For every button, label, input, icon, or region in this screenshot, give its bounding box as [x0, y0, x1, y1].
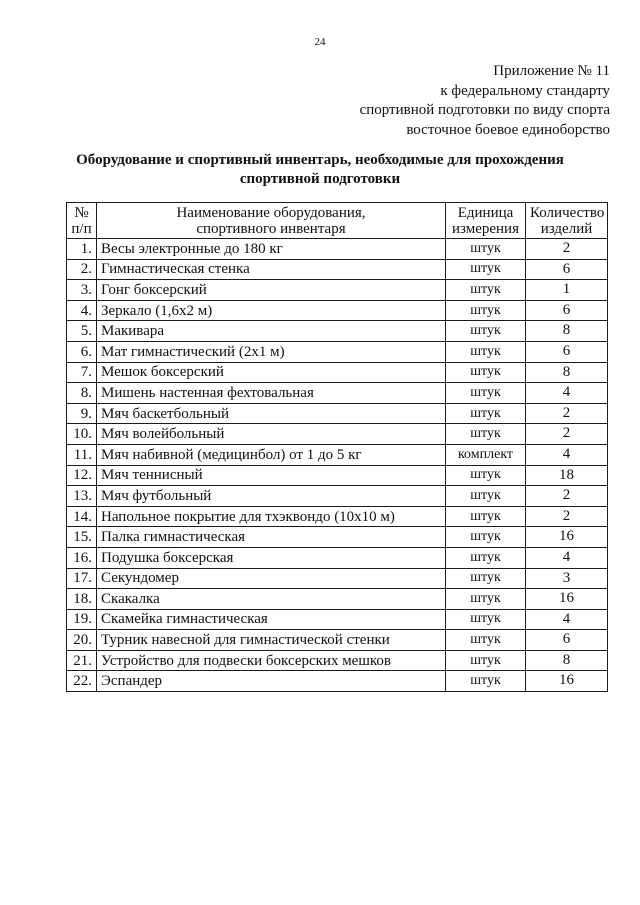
appendix-line-4: восточное боевое единоборство: [406, 121, 610, 138]
quantity: 2: [526, 403, 608, 424]
quantity: 8: [526, 650, 608, 671]
row-number: 4.: [67, 300, 97, 321]
header-name: [97, 203, 446, 239]
equipment-name: Гонг боксерский: [97, 280, 446, 301]
table-row: [67, 239, 608, 260]
unit-of-measure: штук: [446, 362, 526, 383]
equipment-name: Мяч теннисный: [97, 465, 446, 486]
row-number: 13.: [67, 486, 97, 507]
quantity: 6: [526, 300, 608, 321]
equipment-name: Мишень настенная фехтовальная: [97, 383, 446, 404]
header-unit: [446, 203, 526, 239]
unit-of-measure: штук: [446, 506, 526, 527]
equipment-name: Мат гимнастический (2x1 м): [97, 341, 446, 362]
unit-of-measure: штук: [446, 300, 526, 321]
quantity: 16: [526, 589, 608, 610]
equipment-name: Устройство для подвески боксерских мешков: [97, 650, 446, 671]
quantity: 4: [526, 609, 608, 630]
equipment-name: Весы электронные до 180 кг: [97, 239, 446, 260]
page-number: 24: [314, 36, 326, 48]
row-number: 21.: [67, 650, 97, 671]
row-number: 22.: [67, 671, 97, 692]
table-body: [67, 239, 608, 692]
row-number: 2.: [67, 259, 97, 280]
appendix-line-2: к федеральному стандарту: [440, 82, 610, 99]
row-number: 8.: [67, 383, 97, 404]
row-number: 5.: [67, 321, 97, 342]
quantity: 6: [526, 259, 608, 280]
row-number: 7.: [67, 362, 97, 383]
table-row: [67, 589, 608, 610]
header-unit-line-1: Единица: [457, 204, 514, 221]
quantity: 8: [526, 362, 608, 383]
quantity: 3: [526, 568, 608, 589]
quantity: 16: [526, 671, 608, 692]
unit-of-measure: штук: [446, 280, 526, 301]
unit-of-measure: штук: [446, 383, 526, 404]
equipment-name: Зеркало (1,6x2 м): [97, 300, 446, 321]
unit-of-measure: штук: [446, 609, 526, 630]
table-row: [67, 341, 608, 362]
table-row: [67, 568, 608, 589]
header-qty: [526, 203, 608, 239]
quantity: 8: [526, 321, 608, 342]
equipment-name: Мешок боксерский: [97, 362, 446, 383]
table-row: [67, 547, 608, 568]
unit-of-measure: штук: [446, 527, 526, 548]
unit-of-measure: штук: [446, 424, 526, 445]
appendix-header: [360, 62, 610, 140]
table-row: [67, 527, 608, 548]
table-row: [67, 403, 608, 424]
equipment-name: Мяч баскетбольный: [97, 403, 446, 424]
unit-of-measure: штук: [446, 671, 526, 692]
quantity: 2: [526, 239, 608, 260]
quantity: 4: [526, 547, 608, 568]
equipment-name: Мяч набивной (медицинбол) от 1 до 5 кг: [97, 444, 446, 465]
unit-of-measure: штук: [446, 486, 526, 507]
row-number: 16.: [67, 547, 97, 568]
table-row: [67, 280, 608, 301]
unit-of-measure: штук: [446, 403, 526, 424]
quantity: 6: [526, 341, 608, 362]
unit-of-measure: штук: [446, 341, 526, 362]
unit-of-measure: штук: [446, 259, 526, 280]
row-number: 6.: [67, 341, 97, 362]
unit-of-measure: штук: [446, 547, 526, 568]
table-row: [67, 486, 608, 507]
table-row: [67, 362, 608, 383]
document-title: [0, 151, 640, 189]
quantity: 2: [526, 506, 608, 527]
unit-of-measure: штук: [446, 321, 526, 342]
row-number: 18.: [67, 589, 97, 610]
equipment-name: Подушка боксерская: [97, 547, 446, 568]
row-number: 3.: [67, 280, 97, 301]
unit-of-measure: комплект: [446, 444, 526, 465]
equipment-name: Скамейка гимнастическая: [97, 609, 446, 630]
table-header-row: [67, 203, 608, 239]
header-num-line-1: №: [74, 204, 89, 221]
row-number: 19.: [67, 609, 97, 630]
appendix-line-3: спортивной подготовки по виду спорта: [359, 102, 610, 118]
quantity: 2: [526, 424, 608, 445]
equipment-name: Мяч волейбольный: [97, 424, 446, 445]
equipment-name: Секундомер: [97, 568, 446, 589]
equipment-name: Эспандер: [97, 671, 446, 692]
table-row: [67, 424, 608, 445]
quantity: 16: [526, 527, 608, 548]
header-qty-line-1: Количество: [530, 204, 605, 221]
row-number: 11.: [67, 444, 97, 465]
table-row: [67, 444, 608, 465]
table-row: [67, 321, 608, 342]
unit-of-measure: штук: [446, 568, 526, 589]
quantity: 4: [526, 444, 608, 465]
header-num-line-2: п/п: [71, 220, 92, 237]
table-row: [67, 465, 608, 486]
quantity: 2: [526, 486, 608, 507]
equipment-name: Гимнастическая стенка: [97, 259, 446, 280]
unit-of-measure: штук: [446, 650, 526, 671]
equipment-name: Турник навесной для гимнастической стенки: [97, 630, 446, 651]
row-number: 14.: [67, 506, 97, 527]
equipment-name: Скакалка: [97, 589, 446, 610]
row-number: 10.: [67, 424, 97, 445]
header-unit-line-2: измерения: [451, 220, 519, 237]
table-row: [67, 609, 608, 630]
equipment-name: Напольное покрытие для тхэквондо (10x10 м): [97, 506, 446, 527]
row-number: 12.: [67, 465, 97, 486]
table-row: [67, 650, 608, 671]
header-name-line-2: спортивного инвентаря: [196, 220, 346, 237]
equipment-name: Мяч футбольный: [97, 486, 446, 507]
row-number: 17.: [67, 568, 97, 589]
unit-of-measure: штук: [446, 465, 526, 486]
quantity: 4: [526, 383, 608, 404]
table-row: [67, 300, 608, 321]
equipment-name: Палка гимнастическая: [97, 527, 446, 548]
equipment-name: Макивара: [97, 321, 446, 342]
table-row: [67, 259, 608, 280]
quantity: 1: [526, 280, 608, 301]
row-number: 1.: [67, 239, 97, 260]
row-number: 20.: [67, 630, 97, 651]
table-row: [67, 506, 608, 527]
row-number: 9.: [67, 403, 97, 424]
table-row: [67, 383, 608, 404]
quantity: 6: [526, 630, 608, 651]
table-row: [67, 671, 608, 692]
equipment-table: [66, 202, 608, 692]
header-qty-line-2: изделий: [540, 220, 593, 237]
quantity: 18: [526, 465, 608, 486]
unit-of-measure: штук: [446, 239, 526, 260]
unit-of-measure: штук: [446, 589, 526, 610]
title-line-2: спортивной подготовки: [239, 171, 401, 187]
header-name-line-1: Наименование оборудования,: [176, 204, 366, 221]
row-number: 15.: [67, 527, 97, 548]
appendix-line-1: Приложение № 11: [493, 63, 610, 79]
table-row: [67, 630, 608, 651]
unit-of-measure: штук: [446, 630, 526, 651]
header-num: [67, 203, 97, 239]
title-line-1: Оборудование и спортивный инвентарь, необходимые для прохождения: [76, 152, 564, 168]
